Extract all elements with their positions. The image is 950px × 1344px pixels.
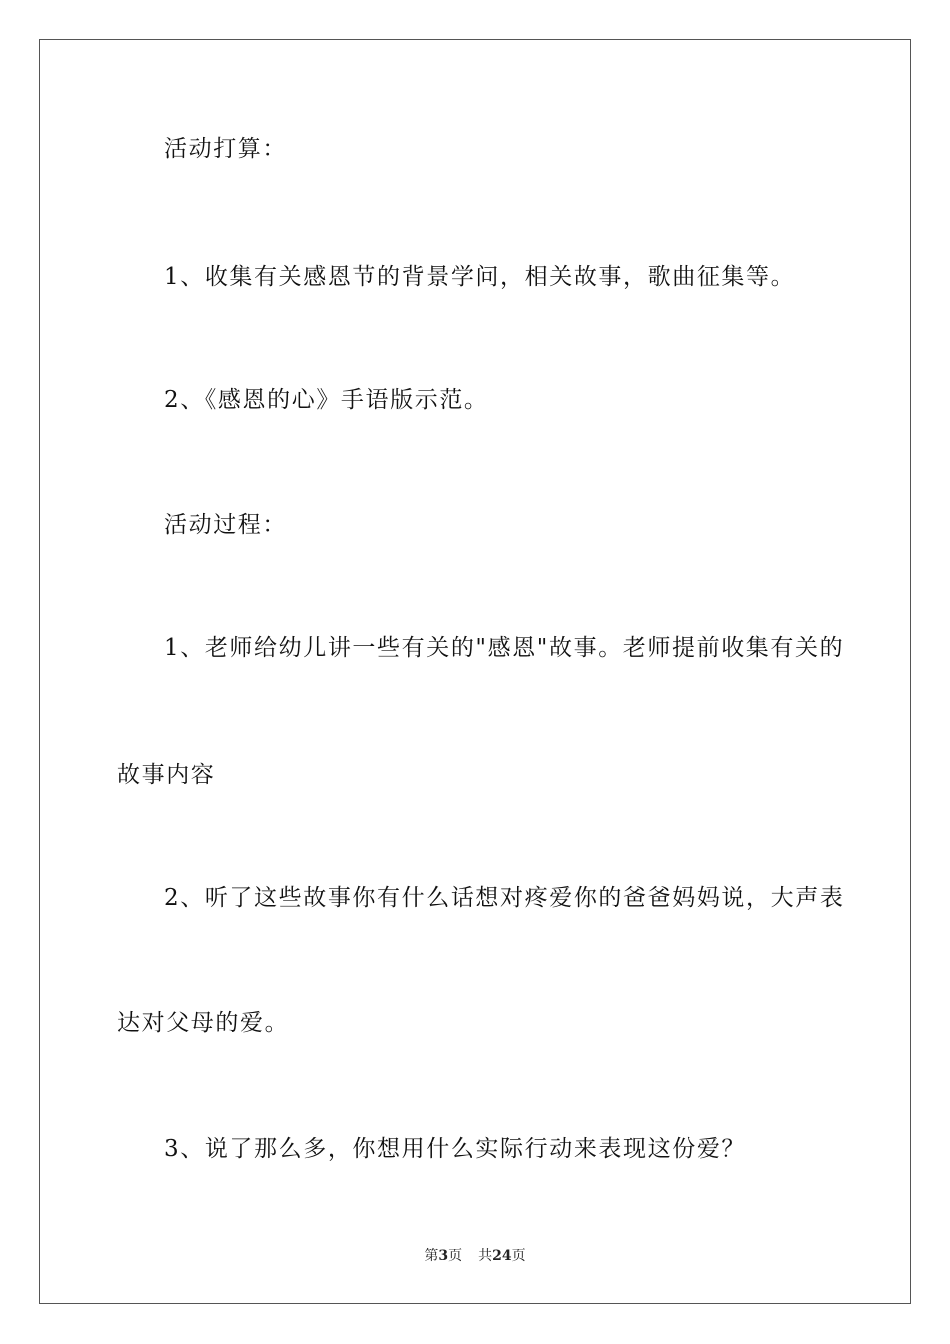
paragraph-process-item-2: 2、听了这些故事你有什么话想对疼爱你的爸爸妈妈说，大声表 [164, 885, 845, 911]
paragraph-process-item-2-continued: 达对父母的爱。 [117, 1010, 290, 1036]
footer-page-prefix: 第 [424, 1248, 439, 1264]
footer-total-suffix: 页 [511, 1248, 526, 1264]
page-footer [0, 1246, 950, 1266]
paragraph-process-item-3: 3、说了那么多，你想用什么实际行动来表现这份爱？ [164, 1136, 747, 1162]
heading-preparation: 活动打算： [164, 136, 287, 162]
paragraph-prep-item-2: 2、《感恩的心》手语版示范。 [164, 387, 489, 413]
paragraph-process-item-1: 1、老师给幼儿讲一些有关的"感恩"故事。老师提前收集有关的 [164, 635, 845, 661]
footer-page-suffix: 页 [448, 1248, 463, 1264]
page-border [39, 39, 911, 1304]
paragraph-prep-item-1: 1、收集有关感恩节的背景学问，相关故事，歌曲征集等。 [164, 264, 796, 290]
footer-page-current: 3 [438, 1248, 449, 1264]
heading-process: 活动过程： [164, 512, 287, 538]
footer-total-prefix: 共 [478, 1248, 493, 1264]
paragraph-process-item-1-continued: 故事内容 [117, 762, 216, 788]
footer-page-total: 24 [492, 1248, 512, 1264]
